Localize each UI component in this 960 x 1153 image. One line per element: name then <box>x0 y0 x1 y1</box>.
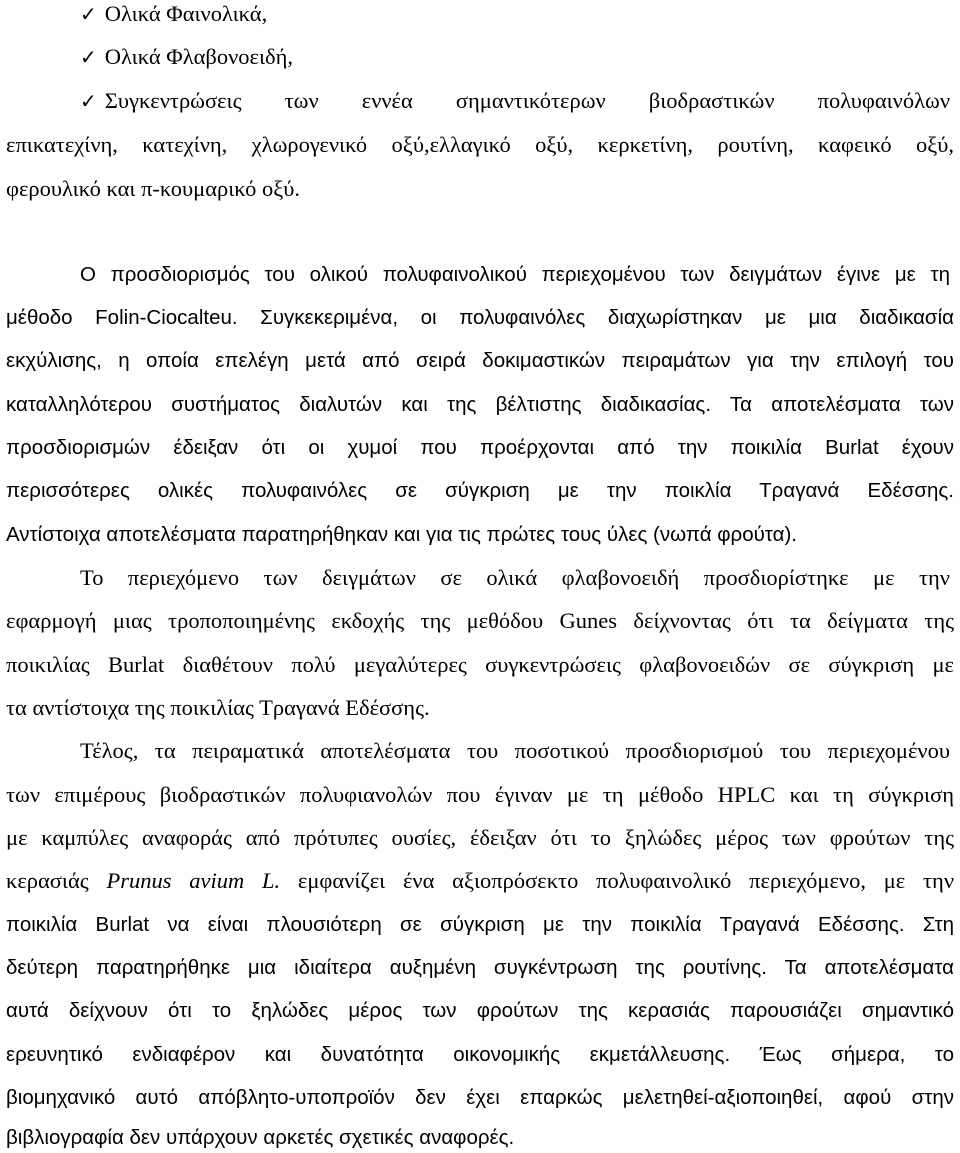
bullet-text: Ολικά Φλαβονοειδή, <box>104 44 294 69</box>
paragraph1-line: Ο προσδιορισμός του ολικού πολυφαινολικού περιεχομένου των δειγμάτων έγινε με τη <box>80 263 950 286</box>
checkmark-icon: ✓ <box>80 45 97 69</box>
paragraph1-line: περισσότερες ολικές πολυφαινόλες σε σύγκριση με την ποικλία Τραγανά Εδέσσης. <box>6 479 954 502</box>
paragraph2-line: Το περιεχόμενο των δειγμάτων σε ολικά φλαβονοειδή προσδιορίστηκε με την <box>80 565 950 590</box>
species-name: Prunus avium L. <box>106 868 281 893</box>
paragraph1-line: προσδιορισμών έδειξαν ότι οι χυμοί που προέρχονται από την ποικιλία Burlat έχουν <box>6 436 954 459</box>
paragraph2-line: τα αντίστοιχα της ποικιλίας Τραγανά Εδέσσης. <box>6 695 430 720</box>
bullet-item <box>80 87 950 115</box>
paragraph3-text: εμφανίζει ένα αξιοπρόσεκτο πολυφαινολικό περιεχόμενο, με την <box>280 868 954 893</box>
paragraph3-line: βιβλιογραφία δεν υπάρχουν αρκετές σχετικές αναφορές. <box>6 1126 515 1149</box>
paragraph3-line: βιομηχανικό αυτό απόβλητο-υποπροϊόν δεν έχει επαρκώς μελετηθεί-αξιοποιηθεί, αφού στην <box>6 1086 954 1109</box>
paragraph3-line: δεύτερη παρατηρήθηκε μια ιδιαίτερα αυξημένη συγκέντρωση της ρουτίνης. Τα αποτελέσματα <box>6 956 954 979</box>
paragraph3-text: κερασιάς <box>6 868 107 893</box>
paragraph3-line <box>6 867 954 895</box>
paragraph1-line: μέθοδο Folin-Ciocalteu. Συγκεκεριμένα, οι πολυφαινόλες διαχωρίστηκαν με μια διαδικασία <box>6 306 954 329</box>
bullet-item <box>80 43 950 71</box>
bullet-text: Ολικά Φαινολικά, <box>104 1 268 26</box>
bullet-continuation-line: φερουλικό και π-κουμαρικό οξύ. <box>6 176 301 201</box>
bullet-item <box>80 0 950 28</box>
paragraph2-line: εφαρμογή μιας τροποποιημένης εκδοχής της μεθόδου Gunes δείχνοντας ότι τα δείγματα της <box>6 608 954 633</box>
paragraph3-line: με καμπύλες αναφοράς από πρότυπες ουσίες, έδειξαν ότι το ξηλώδες μέρος των φρούτων της <box>6 825 954 850</box>
paragraph2-line: ποικιλίας Burlat διαθέτουν πολύ μεγαλύτερες συγκεντρώσεις φλαβονοειδών σε σύγκριση με <box>6 652 954 677</box>
paragraph3-line: ποικιλία Burlat να είναι πλουσιότερη σε σύγκριση με την ποικιλία Τραγανά Εδέσσης. Στη <box>6 913 954 936</box>
bullet-continuation-line: επικατεχίνη, κατεχίνη, χλωρογενικό οξύ,ελλαγικό οξύ, κερκετίνη, ρουτίνη, καφεικό οξύ, <box>6 132 954 157</box>
paragraph3-line: ερευνητικό ενδιαφέρον και δυνατότητα οικονομικής εκμετάλλευσης. Έως σήμερα, το <box>6 1043 954 1066</box>
paragraph1-line: εκχύλισης, η οποία επελέγη μετά από σειρά δοκιμαστικών πειραμάτων για την επιλογή του <box>6 349 954 372</box>
checkmark-icon: ✓ <box>80 2 97 26</box>
bullet-text: Συγκεντρώσεις των εννέα σημαντικότερων βιοδραστικών πολυφαινόλων <box>104 88 950 113</box>
paragraph3-line: Τέλος, τα πειραματικά αποτελέσματα του ποσοτικού προσδιορισμού του περιεχομένου <box>80 738 950 763</box>
paragraph3-line: των επιμέρους βιοδραστικών πολυφιανολών που έγιναν με τη μέθοδο HPLC και τη σύγκριση <box>6 782 954 807</box>
checkmark-icon: ✓ <box>80 89 97 113</box>
paragraph1-line: Αντίστοιχα αποτελέσματα παρατηρήθηκαν και για τις πρώτες τους ύλες (νωπά φρούτα). <box>6 523 797 546</box>
paragraph3-line: αυτά δείχνουν ότι το ξηλώδες μέρος των φρούτων της κερασιάς παρουσιάζει σημαντικό <box>6 999 954 1022</box>
paragraph1-line: καταλληλότερου συστήματος διαλυτών και της βέλτιστης διαδικασίας. Τα αποτελέσματα των <box>6 393 954 416</box>
